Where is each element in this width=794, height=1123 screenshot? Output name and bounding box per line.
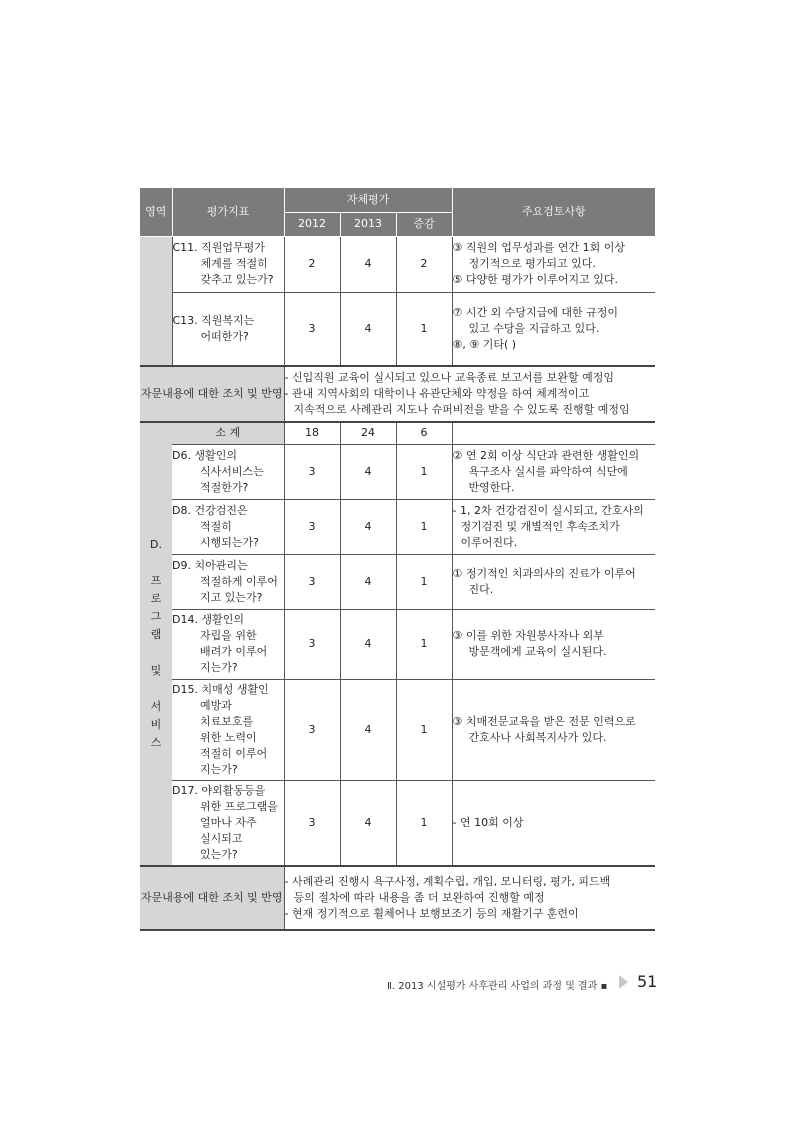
advice-label: 자문내용에 대한 조치 및 반영 [140,866,284,930]
table-row [140,780,655,866]
page-number: 51 [637,972,658,991]
indicator-cell: C13. 직원복지는 어떠한가? [172,292,284,366]
score-change: 1 [396,499,452,554]
subtotal-2012: 18 [284,422,340,444]
subtotal-change: 6 [396,422,452,444]
score-2013: 4 [340,609,396,679]
score-2013: 4 [340,554,396,609]
score-2012: 3 [284,499,340,554]
score-2012: 2 [284,236,340,292]
review-cell: ③ 이를 위한 자원봉사자나 외부 방문객에게 교육이 실시된다. [452,609,655,679]
header-area: 영역 [140,188,172,236]
indicator-cell: D15. 치매성 생활인 예방과 치료보호를 위한 노력이 적절히 이루어 지는가? [172,679,284,780]
review-cell: - 1, 2차 건강검진이 실시되고, 간호사의 정기검진 및 개별적인 후속조치가 이루어진다. [452,499,655,554]
score-change: 1 [396,609,452,679]
indicator-cell: D6. 생활인의 식사서비스는 적절한가? [172,444,284,499]
table-row [140,554,655,609]
review-cell: ② 연 2회 이상 식단과 관련한 생활인의 욕구조사 실시를 파악하여 식단에 반영한다. [452,444,655,499]
indicator-cell: D14. 생활인의 자립을 위한 배려가 이루어 지는가? [172,609,284,679]
score-2013: 4 [340,679,396,780]
header-indicator: 평가지표 [172,188,284,236]
score-change: 2 [396,236,452,292]
review-cell: ① 정기적인 치과의사의 진료가 이루어 진다. [452,554,655,609]
area-c-cell [140,236,172,366]
table-row [140,236,655,292]
score-change: 1 [396,444,452,499]
header-change: 증감 [396,212,452,236]
score-2012: 3 [284,609,340,679]
score-2013: 4 [340,236,396,292]
header-year-2012: 2012 [284,212,340,236]
score-2013: 4 [340,780,396,866]
review-cell: ③ 직원의 업무성과를 연간 1회 이상 정기적으로 평가되고 있다. ⑤ 다양한 평가가 이루어지고 있다. [452,236,655,292]
score-change: 1 [396,292,452,366]
advice-row [140,366,655,422]
table-row [140,292,655,366]
header-year-2013: 2013 [340,212,396,236]
indicator-cell: D8. 건강검진은 적절히 시행되는가? [172,499,284,554]
score-2012: 3 [284,780,340,866]
header-self-eval: 자체평가 [284,188,452,212]
indicator-cell: D9. 치아관리는 적절하게 이루어 지고 있는가? [172,554,284,609]
score-2013: 4 [340,499,396,554]
review-cell: - 연 10회 이상 [452,780,655,866]
subtotal-2013: 24 [340,422,396,444]
table-row [140,499,655,554]
advice-body: - 사례관리 진행시 욕구사정, 계획수립, 개입, 모니터링, 평가, 피드백 등의 절차에 따라 내용을 좀 더 보완하여 진행할 예정 - 현재 정기적으로 휠체어나 보행보조기 등의 재활기구 훈련이 [284,866,655,930]
chevron-right-icon [619,975,628,989]
area-d-category: D. 프 로 그 램 및 서 비 스 [140,422,172,866]
review-cell: ⑦ 시간 외 수당지급에 대한 규정이 있고 수당을 지급하고 있다. ⑧, ⑨ 기타( ) [452,292,655,366]
advice-body: - 신입직원 교육이 실시되고 있으나 교육종료 보고서를 보완할 예정임 - 관내 지역사회의 대학이나 유관단체와 약정을 하여 체계적이고 지속적으로 사례관리 지도나 슈퍼비전을 받을 수 있도록 진행할 예정임 [284,366,655,422]
subtotal-row [140,422,655,444]
subtotal-label: 소 계 [172,422,284,444]
subtotal-review [452,422,655,444]
indicator-cell: C11. 직원업무평가 체계를 적절히 갖추고 있는가? [172,236,284,292]
score-2013: 4 [340,292,396,366]
score-change: 1 [396,679,452,780]
table-row [140,609,655,679]
advice-label: 자문내용에 대한 조치 및 반영 [140,366,284,422]
review-cell: ③ 치매전문교육을 받은 전문 인력으로 간호사나 사회복지사가 있다. [452,679,655,780]
score-change: 1 [396,780,452,866]
table-row [140,679,655,780]
score-2012: 3 [284,554,340,609]
advice-row [140,866,655,930]
indicator-cell: D17. 야외활동등을 위한 프로그램을 얼마나 자주 실시되고 있는가? [172,780,284,866]
score-2012: 3 [284,292,340,366]
score-2012: 3 [284,444,340,499]
score-2013: 4 [340,444,396,499]
score-2012: 3 [284,679,340,780]
table-row [140,444,655,499]
header-review: 주요검토사항 [452,188,655,236]
footer-text: Ⅱ. 2013 시설평가 사후관리 사업의 과정 및 결과 ▪ [387,981,608,992]
evaluation-table [140,188,655,931]
score-change: 1 [396,554,452,609]
page-footer [387,974,657,994]
